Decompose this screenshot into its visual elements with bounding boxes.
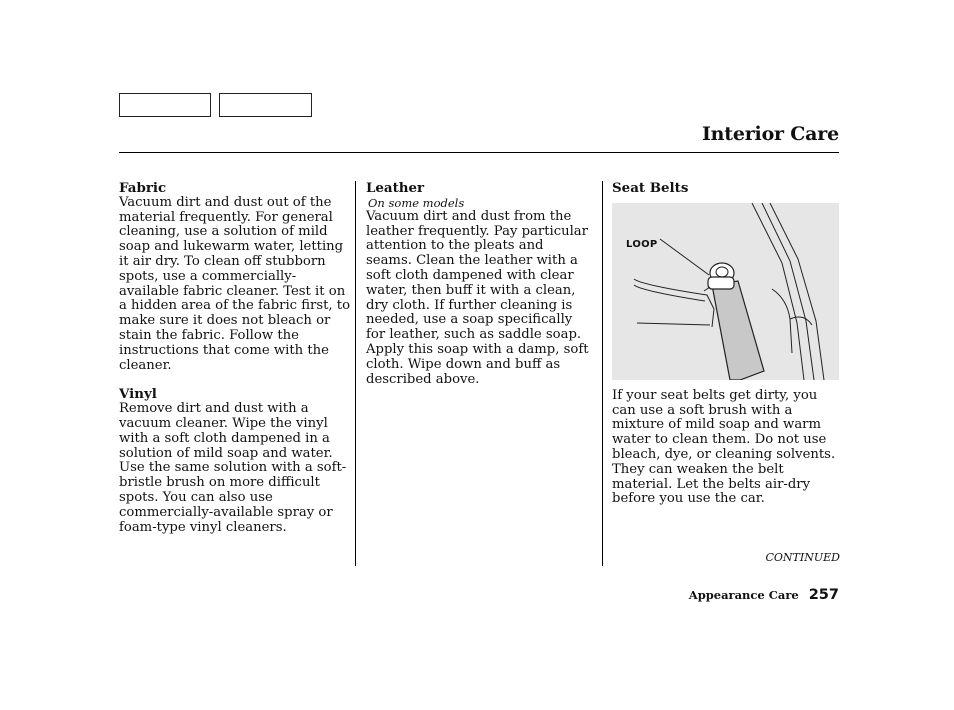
header-rule <box>119 152 839 153</box>
column-divider <box>355 181 356 566</box>
column-right <box>612 181 839 507</box>
column-divider <box>602 181 603 566</box>
section-heading-fabric: Fabric <box>119 180 167 196</box>
fabric-text: Vacuum dirt and dust out of the material frequently. For general cleaning, use a solution of mild soap and lukewarm water, letting it air dry. To clean off stubborn spots, use a commercially-available fabric cleaner. Test it on a hidden area of the fabric first, to make sure it does not bleach or stain the fabric. Follow the instructions that come with the cleaner. <box>119 194 351 373</box>
leather-model-note: On some models <box>368 195 465 210</box>
nav-button-next[interactable] <box>219 93 312 117</box>
footer-section-name: Appearance Care <box>688 588 799 602</box>
column-middle <box>366 181 592 387</box>
column-left <box>119 181 351 535</box>
seat-belt-loop-illustration <box>612 203 839 380</box>
seat-belt-drawing <box>612 203 839 380</box>
seat-belts-text: If your seat belts get dirty, you can use a soft brush with a mixture of mild soap and warm water to clean them. Do not use bleach, dye, or cleaning solvents. They can weaken the belt material. Let the belts air-dry before you use the car. <box>612 387 836 507</box>
leather-text: Vacuum dirt and dust from the leather frequently. Pay particular attention to the pleats and seams. Clean the leather with a soft cloth dampened with clear water, then buff it with a clean, dry cloth. If further cleaning is needed, use a soap specifically for leather, such as saddle soap. Apply this soap with a damp, soft cloth. Wipe down and buff as described above. <box>366 208 589 387</box>
nav-button-previous[interactable] <box>119 93 211 117</box>
page-number: 257 <box>808 587 839 603</box>
page-title: Interior Care <box>701 123 839 145</box>
loop-label: LOOP <box>626 238 658 250</box>
section-heading-leather: Leather <box>366 180 425 196</box>
continued-marker: CONTINUED <box>765 551 840 564</box>
page-footer <box>689 587 839 603</box>
vinyl-text: Remove dirt and dust with a vacuum cleaner. Wipe the vinyl with a soft cloth dampened in a solution of mild soap and water. Use the same solution with a soft-bristle brush on more difficult spots. You can also use commercially-available spray or foam-type vinyl cleaners. <box>119 401 347 535</box>
section-heading-vinyl: Vinyl <box>119 386 157 403</box>
section-heading-seat-belts: Seat Belts <box>612 180 689 196</box>
